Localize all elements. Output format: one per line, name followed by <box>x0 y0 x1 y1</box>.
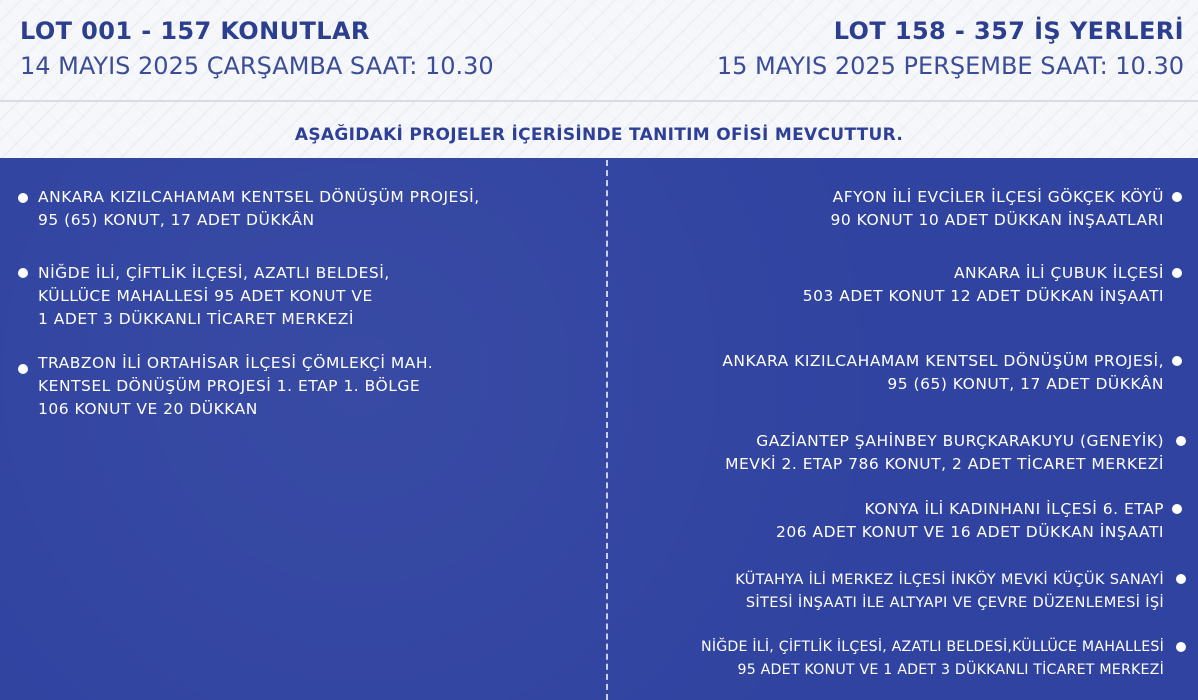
project-line: 106 KONUT VE 20 DÜKKAN <box>38 400 258 418</box>
project-line: ANKARA İLİ ÇUBUK İLÇESİ <box>953 264 1164 282</box>
project-line: 1 ADET 3 DÜKKANLI TİCARET MERKEZİ <box>38 310 354 328</box>
bullet-icon <box>18 193 28 203</box>
lot-residential-title: LOT 001 - 157 KONUTLAR <box>20 17 370 45</box>
project-line: MEVKİ 2. ETAP 786 KONUT, 2 ADET TİCARET MERKEZİ <box>725 455 1164 473</box>
project-line: KÜLLÜCE MAHALLESİ 95 ADET KONUT VE <box>38 287 373 305</box>
lot-residential-date: 14 MAYIS 2025 ÇARŞAMBA SAAT: 10.30 <box>20 52 494 80</box>
project-line: TRABZON İLİ ORTAHİSAR İLÇESİ ÇÖMLEKÇİ MAH. <box>38 354 434 372</box>
bullet-icon <box>18 268 28 278</box>
lot-commercial-date: 15 MAYIS 2025 PERŞEMBE SAAT: 10.30 <box>716 52 1184 80</box>
project-line: SİTESİ İNŞAATI İLE ALTYAPI VE ÇEVRE DÜZENLEMESİ İŞİ <box>745 594 1164 611</box>
lot-commercial-title: LOT 158 - 357 İŞ YERLERİ <box>833 17 1184 45</box>
right-project-4 <box>725 430 1164 476</box>
project-line: NİĞDE İLİ, ÇİFTLİK İLÇESİ, AZATLI BELDESİ,KÜLLÜCE MAHALLESİ <box>701 639 1164 655</box>
right-project-3 <box>722 350 1164 396</box>
project-line: 95 (65) KONUT, 17 ADET DÜKKÂN <box>38 211 315 229</box>
lot-commercial-block <box>624 14 1184 84</box>
bullet-icon <box>1172 192 1182 202</box>
lot-residential-block <box>20 14 580 84</box>
right-project-5 <box>776 498 1164 544</box>
project-line: ANKARA KIZILCAHAMAM KENTSEL DÖNÜŞÜM PROJESİ, <box>722 352 1164 370</box>
left-project-1 <box>38 186 480 232</box>
column-divider <box>606 160 608 700</box>
projects-panel <box>0 158 1198 700</box>
project-line: 206 ADET KONUT VE 16 ADET DÜKKAN İNŞAATI <box>775 523 1164 541</box>
bullet-icon <box>1172 504 1182 514</box>
project-line: KÜTAHYA İLİ MERKEZ İLÇESİ İNKÖY MEVKİ KÜÇÜK SANAYİ <box>735 571 1164 588</box>
header-divider <box>0 100 1198 102</box>
bullet-icon <box>1176 436 1186 446</box>
bullet-icon <box>1172 268 1182 278</box>
project-line: AFYON İLİ EVCİLER İLÇESİ GÖKÇEK KÖYÜ <box>832 188 1164 206</box>
right-project-2 <box>803 262 1164 308</box>
project-line: 95 (65) KONUT, 17 ADET DÜKKÂN <box>887 375 1164 393</box>
right-project-6 <box>735 568 1164 614</box>
bullet-icon <box>1172 356 1182 366</box>
bullet-icon <box>18 364 28 374</box>
left-project-2 <box>38 262 390 331</box>
project-line: KONYA İLİ KADINHANI İLÇESİ 6. ETAP <box>864 500 1164 518</box>
project-line: 503 ADET KONUT 12 ADET DÜKKAN İNŞAATI <box>802 287 1164 305</box>
project-line: NİĞDE İLİ, ÇİFTLİK İLÇESİ, AZATLI BELDESİ, <box>38 264 390 282</box>
project-line: 90 KONUT 10 ADET DÜKKAN İNŞAATLARI <box>830 211 1164 229</box>
right-project-7 <box>701 636 1164 682</box>
bullet-icon <box>1176 574 1186 584</box>
project-line: GAZİANTEP ŞAHİNBEY BURÇKARAKUYU (GENEYİK) <box>756 432 1164 450</box>
right-project-1 <box>831 186 1164 232</box>
info-office-banner: AŞAĞIDAKİ PROJELER İÇERİSİNDE TANITIM OFİSİ MEVCUTTUR. <box>294 125 904 145</box>
bullet-icon <box>1176 642 1186 652</box>
project-line: KENTSEL DÖNÜŞÜM PROJESİ 1. ETAP 1. BÖLGE <box>38 377 421 395</box>
project-line: ANKARA KIZILCAHAMAM KENTSEL DÖNÜŞÜM PROJESİ, <box>38 188 480 206</box>
left-project-3 <box>38 352 433 421</box>
project-line: 95 ADET KONUT VE 1 ADET 3 DÜKKANLI TİCARET MERKEZİ <box>737 662 1164 678</box>
